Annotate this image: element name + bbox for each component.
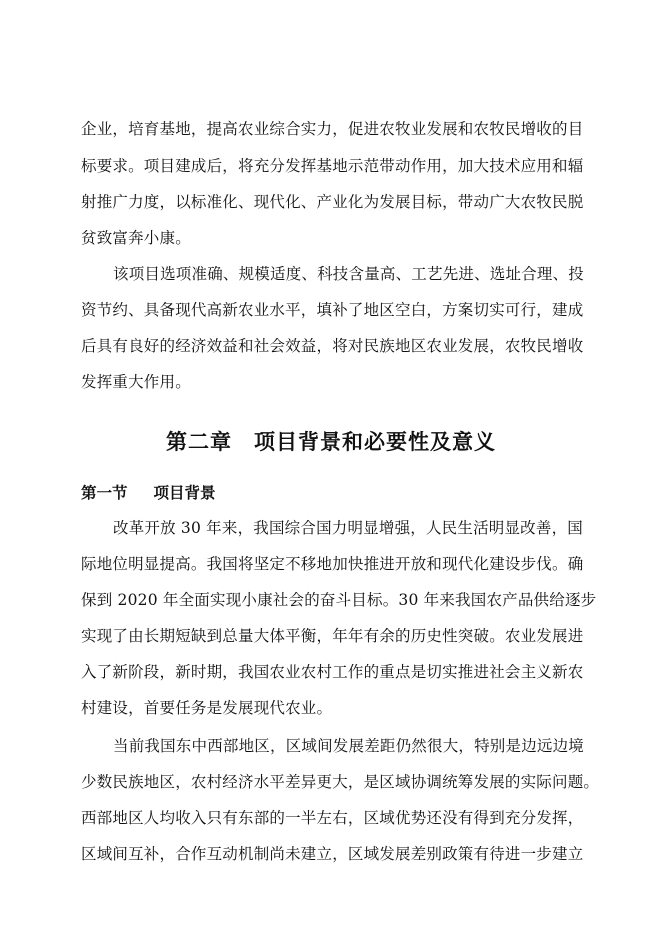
- section-title: 项目背景: [153, 484, 216, 502]
- paragraph-1-line-2: 标要求。项目建成后，将充分发挥基地示范带动作用，加大技术应用和辐: [81, 157, 584, 175]
- paragraph-3-line-5: 入了新阶段，新时期，我国农业农村工作的重点是切实推进社会主义新农: [81, 663, 584, 681]
- paragraph-3-line-3: 保到 2020 年全面实现小康社会的奋斗目标。30 年来我国农产品供给逐步: [81, 591, 597, 609]
- section-heading: [81, 481, 216, 503]
- paragraph-3-line-2: 际地位明显提高。我国将坚定不移地加快推进开放和现代化建设步伐。确: [81, 555, 584, 573]
- paragraph-4-line-3: 西部地区人均收入只有东部的一半左右，区域优势还没有得到充分发挥，: [81, 809, 584, 827]
- paragraph-2-line-2: 资节约、具备现代高新农业水平，填补了地区空白，方案切实可行，建成: [81, 301, 584, 319]
- paragraph-2-line-3: 后具有良好的经济效益和社会效益，将对民族地区农业发展，农牧民增收: [81, 337, 584, 355]
- paragraph-2-line-4: 发挥重大作用。: [81, 373, 191, 391]
- section-number: 第一节: [81, 484, 128, 502]
- paragraph-3-line-1: 改革开放 30 年来，我国综合国力明显增强，人民生活明显改善，国: [113, 519, 583, 537]
- paragraph-4-line-2: 少数民族地区，农村经济水平差异更大，是区域协调统筹发展的实际问题。: [81, 773, 600, 791]
- paragraph-3-line-4: 实现了由长期短缺到总量大体平衡，年年有余的历史性突破。农业发展进: [81, 627, 584, 645]
- paragraph-4-line-4: 区域间互补，合作互动机制尚未建立，区域发展差别政策有待进一步建立: [81, 845, 584, 863]
- paragraph-1-line-3: 射推广力度，以标准化、现代化、产业化为发展目标，带动广大农牧民脱: [81, 193, 584, 211]
- paragraph-2-line-1: 该项目选项准确、规模适度、科技含量高、工艺先进、选址合理、投: [113, 265, 585, 283]
- paragraph-3-line-6: 村建设，首要任务是发展现代农业。: [81, 699, 333, 717]
- paragraph-1-line-4: 贫致富奔小康。: [81, 229, 191, 247]
- paragraph-4-line-1: 当前我国东中西部地区，区域间发展差距仍然很大，特别是边远边境: [113, 737, 585, 755]
- chapter-title: 第二章 项目背景和必要性及意义: [166, 430, 496, 454]
- paragraph-1-line-1: 企业，培育基地，提高农业综合实力，促进农牧业发展和农牧民增收的目: [81, 120, 584, 138]
